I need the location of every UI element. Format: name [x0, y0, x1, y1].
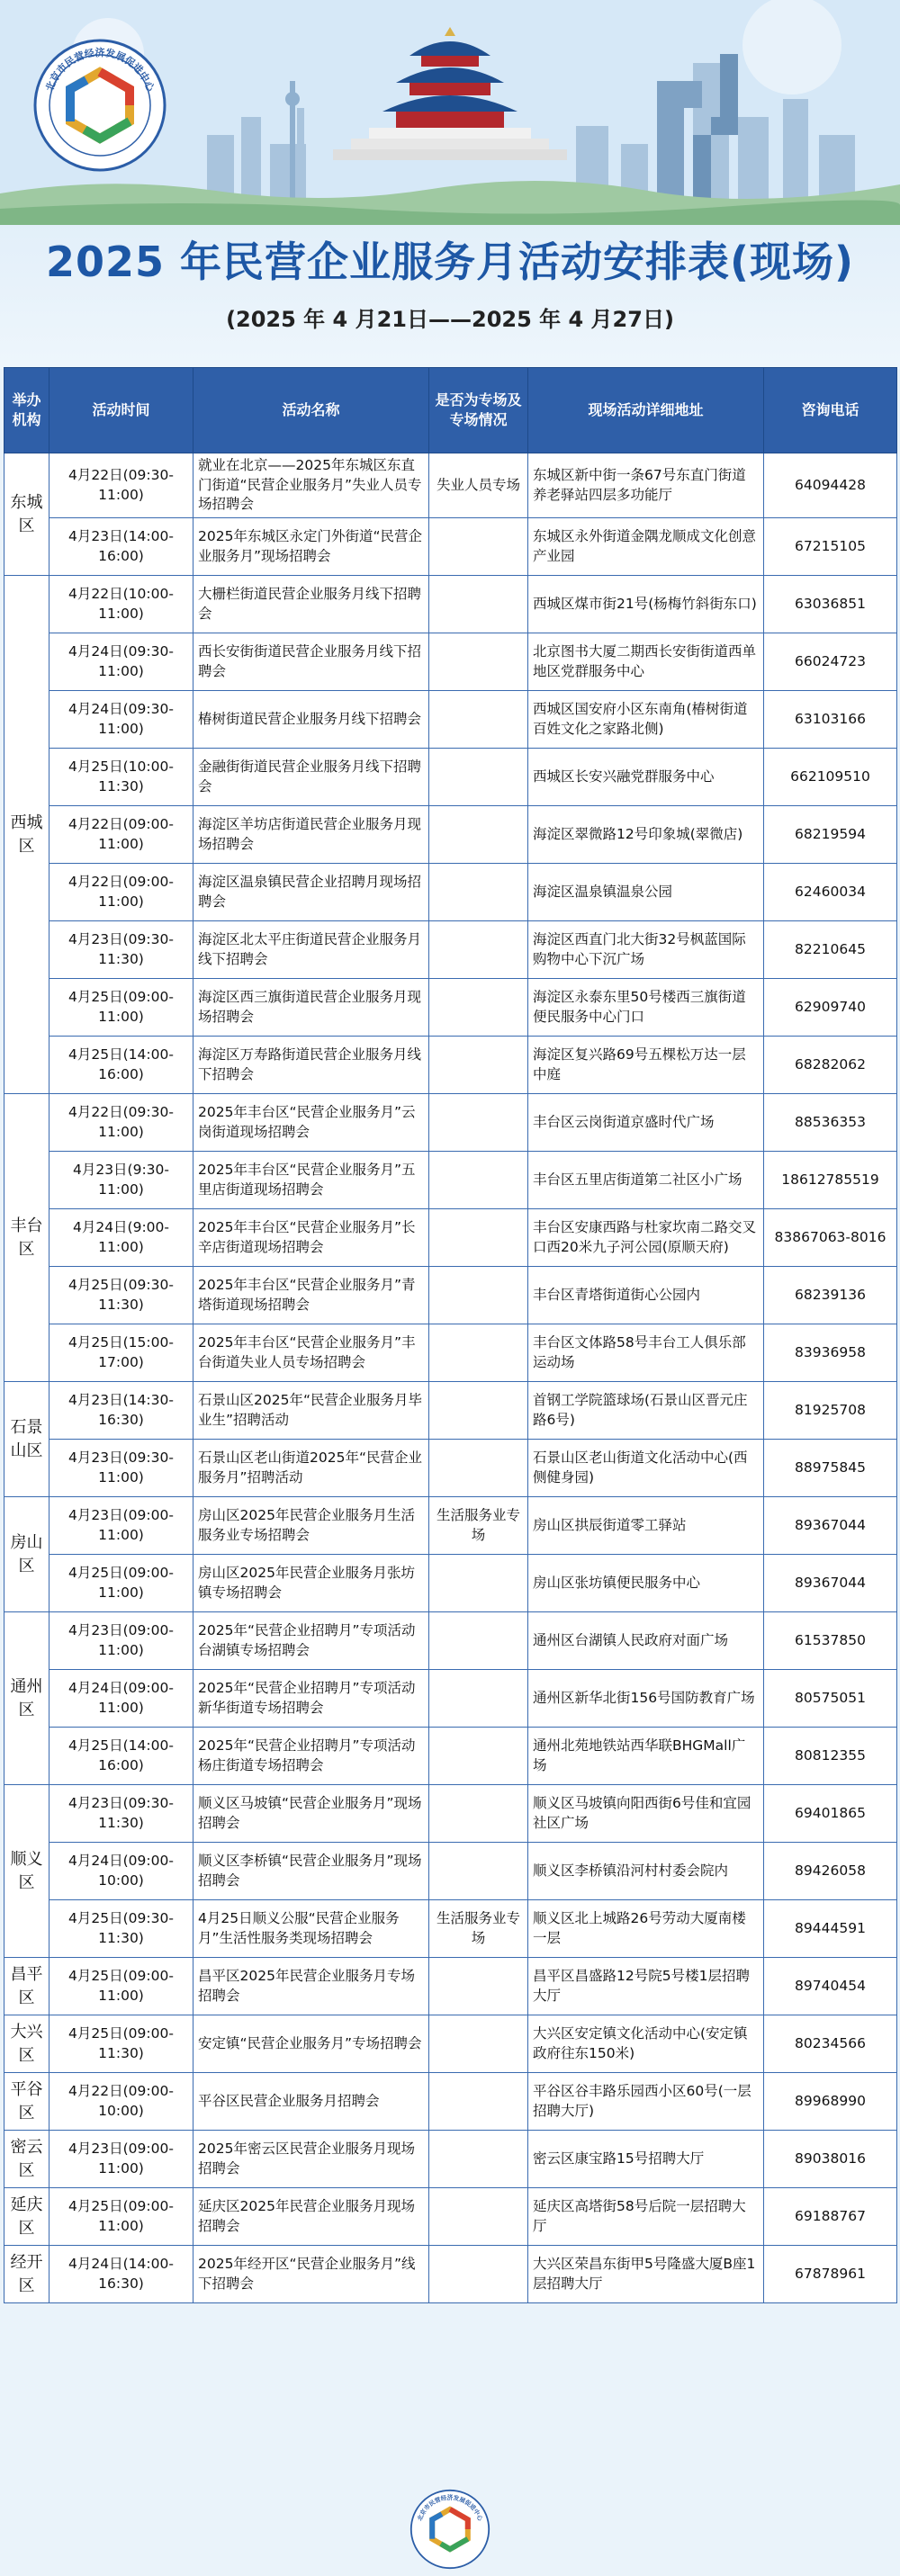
activity-name: 2025年丰台区“民营企业服务月”云岗街道现场招聘会 — [194, 1094, 429, 1152]
contact-phone: 89426058 — [764, 1843, 897, 1900]
special-type — [429, 1324, 528, 1382]
activity-time: 4月25日(14:00-16:00) — [50, 1037, 194, 1094]
activity-time: 4月25日(09:00-11:00) — [50, 979, 194, 1037]
district-cell: 昌平区 — [4, 1958, 50, 2015]
activity-address: 海淀区永泰东里50号楼西三旗街道便民服务中心门口 — [528, 979, 764, 1037]
activity-time: 4月23日(09:30-11:30) — [50, 921, 194, 979]
table-row — [4, 1382, 897, 1440]
contact-phone: 662109510 — [764, 749, 897, 806]
activity-name: 4月25日顺义公服“民营企业服务月”生活性服务类现场招聘会 — [194, 1900, 429, 1958]
activity-name: 椿树街道民营企业服务月线下招聘会 — [194, 691, 429, 749]
footer — [0, 2483, 900, 2576]
activity-address: 延庆区高塔街58号后院一层招聘大厅 — [528, 2188, 764, 2246]
activity-address: 西城区煤市街21号(杨梅竹斜街东口) — [528, 576, 764, 633]
activity-name: 2025年东城区永定门外街道“民营企业服务月”现场招聘会 — [194, 518, 429, 576]
activity-name: 延庆区2025年民营企业服务月现场招聘会 — [194, 2188, 429, 2246]
special-type — [429, 921, 528, 979]
activity-address: 平谷区谷丰路乐园西小区60号(一层招聘大厅) — [528, 2073, 764, 2131]
table-row — [4, 864, 897, 921]
activity-name: 2025年丰台区“民营企业服务月”五里店街道现场招聘会 — [194, 1152, 429, 1209]
activity-name: 海淀区温泉镇民营企业招聘月现场招聘会 — [194, 864, 429, 921]
contact-phone: 89367044 — [764, 1497, 897, 1555]
special-type: 生活服务业专场 — [429, 1900, 528, 1958]
contact-phone: 80234566 — [764, 2015, 897, 2073]
activity-time: 4月25日(09:30-11:30) — [50, 1900, 194, 1958]
activity-address: 大兴区安定镇文化活动中心(安定镇政府往东150米) — [528, 2015, 764, 2073]
activity-address: 东城区永外街道金隅龙顺成文化创意产业园 — [528, 518, 764, 576]
district-cell: 房山区 — [4, 1497, 50, 1612]
activity-time: 4月24日(09:00-11:00) — [50, 1670, 194, 1728]
table-row — [4, 1152, 897, 1209]
activity-time: 4月23日(09:00-11:00) — [50, 1612, 194, 1670]
special-type — [429, 1612, 528, 1670]
special-type — [429, 1728, 528, 1785]
svg-text:北京市民营经济发展促进中心: 北京市民营经济发展促进中心 — [416, 2494, 484, 2522]
date-range: (2025 年 4 月21日——2025 年 4 月27日) — [226, 307, 674, 332]
contact-phone: 64094428 — [764, 453, 897, 518]
table-row — [4, 806, 897, 864]
activity-name: 大栅栏街道民营企业服务月线下招聘会 — [194, 576, 429, 633]
special-type — [429, 1958, 528, 2015]
contact-phone: 62460034 — [764, 864, 897, 921]
contact-phone: 89740454 — [764, 1958, 897, 2015]
special-type — [429, 806, 528, 864]
schedule-body — [4, 453, 897, 2303]
district-cell: 大兴区 — [4, 2015, 50, 2073]
activity-address: 通州区台湖镇人民政府对面广场 — [528, 1612, 764, 1670]
activity-address: 顺义区李桥镇沿河村村委会院内 — [528, 1843, 764, 1900]
activity-name: 房山区2025年民营企业服务月生活服务业专场招聘会 — [194, 1497, 429, 1555]
special-type — [429, 518, 528, 576]
contact-phone: 83936958 — [764, 1324, 897, 1382]
contact-phone: 80575051 — [764, 1670, 897, 1728]
activity-time: 4月25日(14:00-16:00) — [50, 1728, 194, 1785]
table-row — [4, 1958, 897, 2015]
activity-time: 4月25日(09:00-11:00) — [50, 1555, 194, 1612]
activity-address: 通州北苑地铁站西华联BHGMall广场 — [528, 1728, 764, 1785]
column-header-phone: 咨询电话 — [764, 368, 897, 453]
table-row — [4, 1843, 897, 1900]
contact-phone: 89444591 — [764, 1900, 897, 1958]
special-type — [429, 2015, 528, 2073]
activity-time: 4月25日(10:00-11:30) — [50, 749, 194, 806]
activity-time: 4月24日(14:00-16:30) — [50, 2246, 194, 2303]
special-type — [429, 1670, 528, 1728]
table-row — [4, 1670, 897, 1728]
table-row — [4, 1037, 897, 1094]
contact-phone: 88975845 — [764, 1440, 897, 1497]
activity-time: 4月24日(09:30-11:00) — [50, 691, 194, 749]
activity-address: 丰台区五里店街道第二社区小广场 — [528, 1152, 764, 1209]
activity-address: 北京图书大厦二期西长安街街道西单地区党群服务中心 — [528, 633, 764, 691]
contact-phone: 68219594 — [764, 806, 897, 864]
activity-name: 2025年密云区民营企业服务月现场招聘会 — [194, 2131, 429, 2188]
activity-address: 房山区张坊镇便民服务中心 — [528, 1555, 764, 1612]
table-row — [4, 1497, 897, 1555]
activity-name: 2025年丰台区“民营企业服务月”青塔街道现场招聘会 — [194, 1267, 429, 1324]
activity-address: 大兴区荣昌东街甲5号隆盛大厦B座1层招聘大厅 — [528, 2246, 764, 2303]
special-type — [429, 1037, 528, 1094]
activity-name: 房山区2025年民营企业服务月张坊镇专场招聘会 — [194, 1555, 429, 1612]
activity-time: 4月22日(09:00-10:00) — [50, 2073, 194, 2131]
column-header-address: 现场活动详细地址 — [528, 368, 764, 453]
activity-time: 4月25日(09:00-11:30) — [50, 2015, 194, 2073]
activity-address: 首钢工学院篮球场(石景山区晋元庄路6号) — [528, 1382, 764, 1440]
contact-phone: 89367044 — [764, 1555, 897, 1612]
activity-address: 房山区拱辰街道零工驿站 — [528, 1497, 764, 1555]
table-row — [4, 1728, 897, 1785]
contact-phone: 81925708 — [764, 1382, 897, 1440]
district-cell: 石景山区 — [4, 1382, 50, 1497]
svg-text:北京市民营经济发展促进中心: 北京市民营经济发展促进中心 — [43, 47, 157, 94]
table-row — [4, 1440, 897, 1497]
table-row — [4, 1555, 897, 1612]
special-type — [429, 1440, 528, 1497]
activity-time: 4月25日(09:00-11:00) — [50, 2188, 194, 2246]
contact-phone: 83867063-8016 — [764, 1209, 897, 1267]
table-row — [4, 1267, 897, 1324]
activity-time: 4月25日(09:30-11:30) — [50, 1267, 194, 1324]
special-type — [429, 1209, 528, 1267]
activity-name: 海淀区西三旗街道民营企业服务月现场招聘会 — [194, 979, 429, 1037]
special-type — [429, 1094, 528, 1152]
contact-phone: 67215105 — [764, 518, 897, 576]
activity-address: 顺义区北上城路26号劳动大厦南楼一层 — [528, 1900, 764, 1958]
district-cell: 西城区 — [4, 576, 50, 1094]
table-row — [4, 1785, 897, 1843]
contact-phone: 89038016 — [764, 2131, 897, 2188]
activity-address: 西城区国安府小区东南角(椿树街道百姓文化之家路北侧) — [528, 691, 764, 749]
special-type — [429, 2073, 528, 2131]
activity-name: 2025年“民营企业招聘月”专项活动杨庄街道专场招聘会 — [194, 1728, 429, 1785]
special-type — [429, 979, 528, 1037]
contact-phone: 18612785519 — [764, 1152, 897, 1209]
activity-address: 丰台区文体路58号丰台工人俱乐部运动场 — [528, 1324, 764, 1382]
activity-name: 2025年丰台区“民营企业服务月”丰台街道失业人员专场招聘会 — [194, 1324, 429, 1382]
activity-time: 4月23日(09:30-11:30) — [50, 1785, 194, 1843]
activity-time: 4月24日(9:00-11:00) — [50, 1209, 194, 1267]
table-row — [4, 2015, 897, 2073]
table-header-row — [4, 368, 897, 453]
activity-time: 4月23日(14:00-16:00) — [50, 518, 194, 576]
activity-name: 2025年经开区“民营企业服务月”线下招聘会 — [194, 2246, 429, 2303]
activity-address: 丰台区青塔街道街心公园内 — [528, 1267, 764, 1324]
contact-phone: 63036851 — [764, 576, 897, 633]
activity-address: 通州区新华北街156号国防教育广场 — [528, 1670, 764, 1728]
contact-phone: 69401865 — [764, 1785, 897, 1843]
table-row — [4, 979, 897, 1037]
activity-name: 石景山区老山街道2025年“民营企业服务月”招聘活动 — [194, 1440, 429, 1497]
activity-name: 海淀区羊坊店街道民营企业服务月现场招聘会 — [194, 806, 429, 864]
special-type — [429, 691, 528, 749]
special-type — [429, 2246, 528, 2303]
district-cell: 平谷区 — [4, 2073, 50, 2131]
page-title: 2025 年民营企业服务月活动安排表(现场) — [45, 238, 855, 286]
special-type — [429, 1152, 528, 1209]
special-type — [429, 1555, 528, 1612]
table-row — [4, 453, 897, 518]
special-type — [429, 576, 528, 633]
activity-address: 丰台区云岗街道京盛时代广场 — [528, 1094, 764, 1152]
activity-name: 平谷区民营企业服务月招聘会 — [194, 2073, 429, 2131]
special-type — [429, 1267, 528, 1324]
contact-phone: 68282062 — [764, 1037, 897, 1094]
activity-time: 4月24日(09:30-11:00) — [50, 633, 194, 691]
activity-name: 安定镇“民营企业服务月”专场招聘会 — [194, 2015, 429, 2073]
activity-time: 4月22日(09:00-11:00) — [50, 864, 194, 921]
table-row — [4, 2246, 897, 2303]
activity-time: 4月25日(15:00-17:00) — [50, 1324, 194, 1382]
table-row — [4, 1209, 897, 1267]
activity-time: 4月24日(09:00-10:00) — [50, 1843, 194, 1900]
activity-address: 顺义区马坡镇向阳西街6号佳和宜园社区广场 — [528, 1785, 764, 1843]
activity-name: 顺义区李桥镇“民营企业服务月”现场招聘会 — [194, 1843, 429, 1900]
table-row — [4, 2188, 897, 2246]
contact-phone: 69188767 — [764, 2188, 897, 2246]
district-cell: 经开区 — [4, 2246, 50, 2303]
activity-time: 4月23日(9:30-11:00) — [50, 1152, 194, 1209]
contact-phone: 80812355 — [764, 1728, 897, 1785]
activity-address: 海淀区温泉镇温泉公园 — [528, 864, 764, 921]
district-cell: 东城区 — [4, 453, 50, 576]
contact-phone: 89968990 — [764, 2073, 897, 2131]
activity-address: 石景山区老山街道文化活动中心(西侧健身园) — [528, 1440, 764, 1497]
activity-time: 4月25日(09:00-11:00) — [50, 1958, 194, 2015]
table-row — [4, 2131, 897, 2188]
activity-name: 就业在北京——2025年东城区东直门街道“民营企业服务月”失业人员专场招聘会 — [194, 453, 429, 518]
activity-time: 4月22日(09:30-11:00) — [50, 453, 194, 518]
column-header-name: 活动名称 — [194, 368, 429, 453]
header-banner — [0, 0, 900, 369]
table-row — [4, 921, 897, 979]
special-type — [429, 2188, 528, 2246]
district-cell: 密云区 — [4, 2131, 50, 2188]
column-header-special: 是否为专场及专场情况 — [429, 368, 528, 453]
activity-address: 东城区新中街一条67号东直门街道养老驿站四层多功能厅 — [528, 453, 764, 518]
activity-time: 4月22日(09:00-11:00) — [50, 806, 194, 864]
activity-time: 4月23日(14:30-16:30) — [50, 1382, 194, 1440]
schedule-table — [4, 367, 897, 2303]
special-type: 生活服务业专场 — [429, 1497, 528, 1555]
activity-name: 石景山区2025年“民营企业服务月毕业生”招聘活动 — [194, 1382, 429, 1440]
activity-address: 西城区长安兴融党群服务中心 — [528, 749, 764, 806]
special-type — [429, 749, 528, 806]
activity-name: 金融街街道民营企业服务月线下招聘会 — [194, 749, 429, 806]
activity-name: 2025年丰台区“民营企业服务月”长辛店街道现场招聘会 — [194, 1209, 429, 1267]
activity-address: 海淀区复兴路69号五棵松万达一层中庭 — [528, 1037, 764, 1094]
activity-time: 4月23日(09:00-11:00) — [50, 2131, 194, 2188]
special-type — [429, 1843, 528, 1900]
activity-time: 4月23日(09:30-11:00) — [50, 1440, 194, 1497]
activity-name: 顺义区马坡镇“民营企业服务月”现场招聘会 — [194, 1785, 429, 1843]
table-row — [4, 691, 897, 749]
special-type — [429, 2131, 528, 2188]
district-cell: 通州区 — [4, 1612, 50, 1785]
footer-logo — [410, 2489, 490, 2570]
table-row — [4, 1324, 897, 1382]
special-type — [429, 633, 528, 691]
special-type — [429, 1382, 528, 1440]
column-header-time: 活动时间 — [50, 368, 194, 453]
activity-name: 2025年“民营企业招聘月”专项活动台湖镇专场招聘会 — [194, 1612, 429, 1670]
contact-phone: 82210645 — [764, 921, 897, 979]
activity-time: 4月23日(09:00-11:00) — [50, 1497, 194, 1555]
table-row — [4, 633, 897, 691]
activity-time: 4月22日(10:00-11:00) — [50, 576, 194, 633]
activity-name: 昌平区2025年民营企业服务月专场招聘会 — [194, 1958, 429, 2015]
activity-address: 海淀区翠微路12号印象城(翠微店) — [528, 806, 764, 864]
contact-phone: 67878961 — [764, 2246, 897, 2303]
contact-phone: 66024723 — [764, 633, 897, 691]
activity-address: 密云区康宝路15号招聘大厅 — [528, 2131, 764, 2188]
contact-phone: 63103166 — [764, 691, 897, 749]
district-cell: 丰台区 — [4, 1094, 50, 1382]
activity-address: 昌平区昌盛路12号院5号楼1层招聘大厅 — [528, 1958, 764, 2015]
table-row — [4, 2073, 897, 2131]
organization-logo — [32, 38, 167, 173]
activity-name: 海淀区万寿路街道民营企业服务月线下招聘会 — [194, 1037, 429, 1094]
contact-phone: 61537850 — [764, 1612, 897, 1670]
table-row — [4, 1900, 897, 1958]
district-cell: 延庆区 — [4, 2188, 50, 2246]
table-row — [4, 749, 897, 806]
district-cell: 顺义区 — [4, 1785, 50, 1958]
contact-phone: 68239136 — [764, 1267, 897, 1324]
table-row — [4, 1094, 897, 1152]
contact-phone: 88536353 — [764, 1094, 897, 1152]
special-type: 失业人员专场 — [429, 453, 528, 518]
special-type — [429, 864, 528, 921]
column-header-organizer: 举办机构 — [4, 368, 50, 453]
activity-time: 4月22日(09:30-11:00) — [50, 1094, 194, 1152]
table-row — [4, 1612, 897, 1670]
contact-phone: 62909740 — [764, 979, 897, 1037]
table-row — [4, 518, 897, 576]
activity-address: 海淀区西直门北大街32号枫蓝国际购物中心下沉广场 — [528, 921, 764, 979]
activity-name: 海淀区北太平庄街道民营企业服务月线下招聘会 — [194, 921, 429, 979]
activity-address: 丰台区安康西路与杜家坎南二路交叉口西20米九子河公园(原顺天府) — [528, 1209, 764, 1267]
table-row — [4, 576, 897, 633]
activity-name: 西长安街街道民营企业服务月线下招聘会 — [194, 633, 429, 691]
special-type — [429, 1785, 528, 1843]
activity-name: 2025年“民营企业招聘月”专项活动新华街道专场招聘会 — [194, 1670, 429, 1728]
